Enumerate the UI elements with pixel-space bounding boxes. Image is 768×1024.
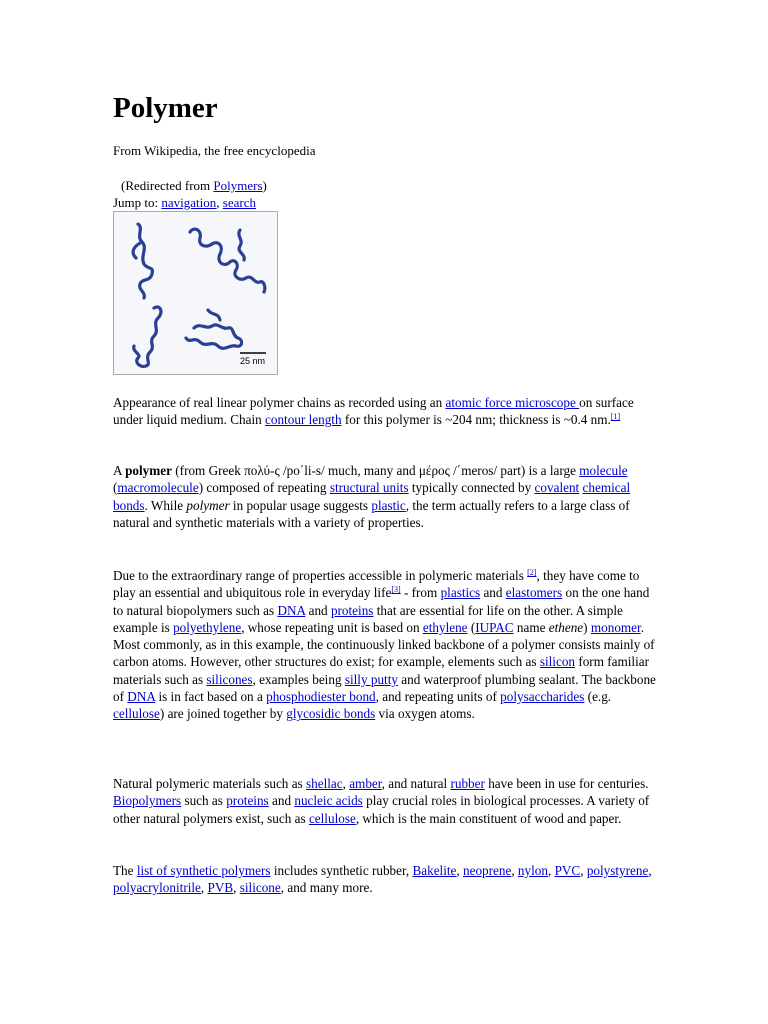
redirect-notice [121, 177, 267, 194]
link-rubber[interactable]: rubber [450, 776, 485, 791]
link-shellac[interactable]: shellac [305, 776, 343, 791]
citation-2[interactable]: [2] [527, 568, 537, 577]
link-monomer[interactable]: monomer [590, 619, 641, 635]
link-phosphodiester-bond[interactable]: phosphodiester bond [266, 689, 376, 705]
link-contour-length[interactable]: contour length [265, 412, 342, 428]
natural-polymers-paragraph: Natural polymeric materials such as shellac, amber, and natural rubber have been in use for centuries. Biopolymers such as proteins and nucleic acids play crucial roles in biological processes. A variety of other natural polymers exist, such as cellulose, which is the main constituent of wood and paper. [113, 776, 650, 826]
term-polymer-italic: polymer [186, 497, 230, 513]
link-biopolymers[interactable]: Biopolymers [113, 793, 182, 809]
redirect-link[interactable]: Polymers [213, 178, 263, 193]
link-cellulose-2[interactable]: cellulose [308, 810, 356, 826]
citation-3[interactable]: [3] [391, 585, 401, 595]
link-glycosidic-bonds[interactable]: glycosidic bonds [286, 706, 376, 722]
polymer-chain-2 [133, 242, 142, 258]
jump-separator: , [216, 195, 223, 210]
polymer-chain-6 [186, 325, 242, 348]
link-pvc[interactable]: PVC [554, 863, 581, 878]
link-iupac[interactable]: IUPAC [475, 619, 514, 635]
citation-1[interactable]: [1] [610, 412, 621, 422]
link-dna[interactable]: DNA [277, 602, 306, 618]
polymer-chain-7 [208, 310, 220, 320]
polymer-chain-5 [134, 307, 161, 366]
link-silly-putty[interactable]: silly putty [344, 671, 398, 687]
properties-paragraph: Due to the extraordinary range of properties accessible in polymeric materials [2], they have come to play an essential and ubiquitous role in everyday life[3] - from plastics and elastomers on the one hand to natural biopolymers such as DNA and proteins that are essential for life on the other. A simple example is polyethylene, whose repeating unit is based on ethylene (IUPAC name ethene) monomer. Most commonly, as in this example, the continuously linked backbone of a polymer consists mainly of carbon atoms. However, other structures do exist; for example, elements such as silicon form familiar materials such as silicones, examples being silly putty and waterproof plumbing sealant. The backbone of DNA is in fact based on a phosphodiester bond, and repeating units of polysaccharides (e.g. cellulose) are joined together by glycosidic bonds via oxygen atoms. [113, 568, 656, 722]
link-nucleic-acids[interactable]: nucleic acids [294, 793, 363, 809]
link-pvb[interactable]: PVB [207, 880, 234, 896]
polymer-chain-4 [239, 230, 244, 260]
polymer-afm-image[interactable] [113, 211, 278, 375]
link-dna-2[interactable]: DNA [127, 689, 156, 705]
link-silicone[interactable]: silicone [239, 880, 281, 896]
link-polyethylene[interactable]: polyethylene [173, 619, 242, 635]
link-molecule[interactable]: molecule [579, 463, 628, 478]
scale-bar-label: 25 nm [240, 356, 266, 366]
term-polymer: polymer [125, 463, 172, 478]
link-proteins-2[interactable]: proteins [226, 793, 269, 809]
redirect-text: (Redirected from [121, 178, 214, 193]
jump-links [113, 194, 256, 211]
link-silicones[interactable]: silicones [206, 671, 253, 687]
link-amber[interactable]: amber [349, 776, 382, 791]
link-polystyrene[interactable]: polystyrene [586, 863, 649, 878]
link-cellulose[interactable]: cellulose [113, 706, 160, 722]
term-ethene: ethene [548, 619, 584, 635]
link-silicon[interactable]: silicon [539, 654, 576, 670]
link-elastomers[interactable]: elastomers [505, 585, 563, 601]
polymer-chain-3 [190, 229, 265, 292]
intro-paragraph: A polymer (from Greek πολύ-ς /po΄li-s/ much, many and μέρος /΄meros/ part) is a large molecule (macromolecule) composed of repeating structural units typically connected by covalent chemical bonds. While polymer in popular usage suggests plastic, the term actually refers to a large class of natural and synthetic materials with a variety of properties. [113, 463, 631, 530]
link-macromolecule[interactable]: macromolecule [117, 480, 199, 496]
synthetic-polymers-paragraph: The list of synthetic polymers includes synthetic rubber, Bakelite, neoprene, nylon, PVC, polystyrene, polyacrylonitrile, PVB, silicone, and many more. [113, 863, 652, 896]
jump-label: Jump to: [113, 195, 162, 210]
link-list-of-synthetic-polymers[interactable]: list of synthetic polymers [136, 863, 271, 878]
link-structural-units[interactable]: structural units [329, 480, 409, 496]
link-chemical-bonds[interactable]: chemical bonds [113, 480, 631, 513]
jump-navigation-link[interactable]: navigation [161, 195, 217, 210]
polymer-chains-drawing [114, 212, 277, 374]
link-polysaccharides[interactable]: polysaccharides [500, 689, 585, 705]
link-neoprene[interactable]: neoprene [463, 863, 512, 878]
jump-search-link[interactable]: search [222, 195, 256, 210]
link-plastic[interactable]: plastic [371, 497, 406, 513]
redirect-suffix: ) [262, 178, 267, 193]
link-covalent[interactable]: covalent [534, 480, 580, 496]
link-bakelite[interactable]: Bakelite [412, 863, 457, 878]
link-polyacrylonitrile[interactable]: polyacrylonitrile [113, 880, 201, 896]
page-title: Polymer [113, 92, 218, 124]
site-tagline: From Wikipedia, the free encyclopedia [113, 143, 316, 158]
link-nylon[interactable]: nylon [517, 863, 548, 878]
link-plastics[interactable]: plastics [440, 585, 481, 601]
link-atomic-force-microscope[interactable]: atomic force microscope [445, 395, 580, 410]
polymer-chain-1 [138, 224, 152, 298]
link-ethylene[interactable]: ethylene [422, 619, 468, 635]
image-caption: Appearance of real linear polymer chains as recorded using an atomic force microscope on surface under liquid medium. Chain contour length for this polymer is ~204 nm; thickness is ~0.4 nm.[1] [113, 395, 634, 428]
link-proteins[interactable]: proteins [330, 602, 374, 618]
